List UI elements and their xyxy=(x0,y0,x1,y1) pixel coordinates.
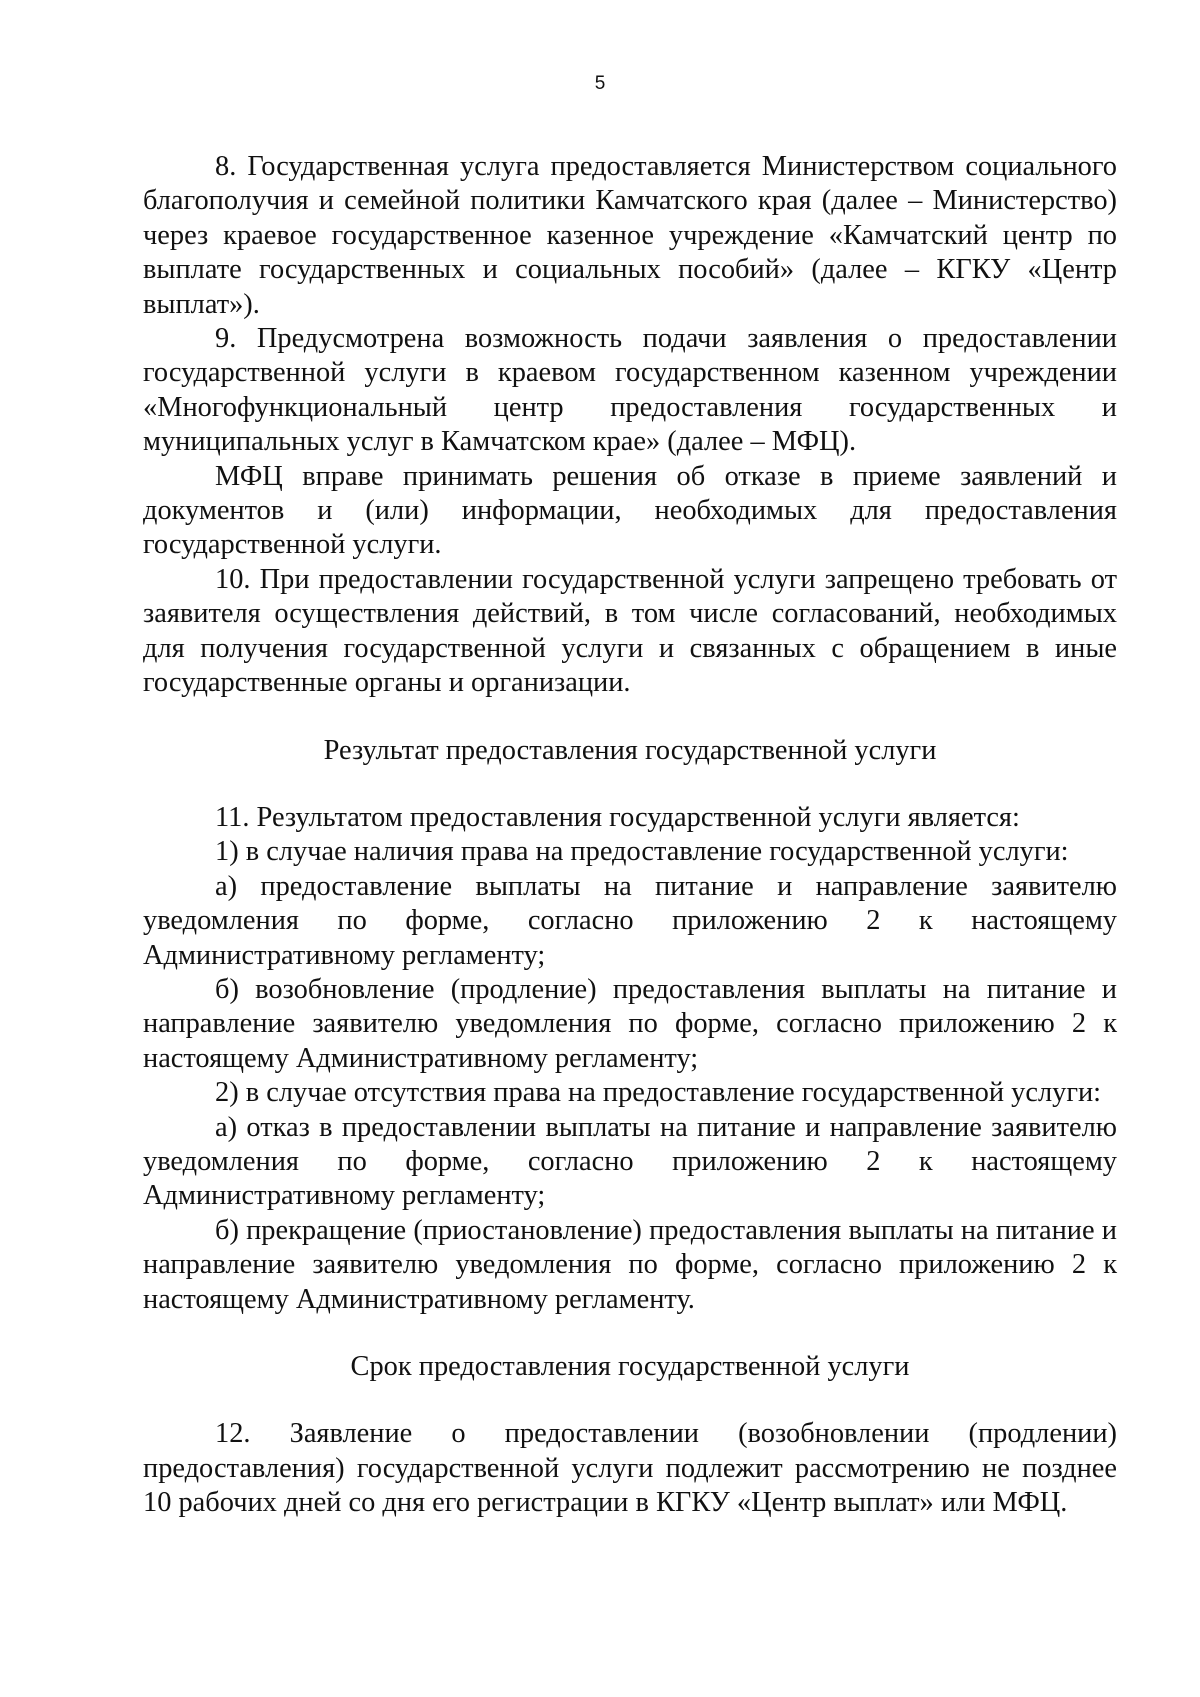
paragraph-11-1: 1) в случае наличия права на предоставление государственной услуги: xyxy=(215,836,1069,868)
document-body xyxy=(143,150,1117,1521)
paragraph-mfc-rights: МФЦ вправе принимать решения об отказе в приеме заявлений и документов и (или) информации, необходимых для предоставления государственной услуги. xyxy=(143,460,1117,561)
paragraph-11-2-b: б) прекращение (приостановление) предоставления выплаты на питание и направление заявителю уведомления по форме, согласно приложению 2 к настоящему Административному регламенту. xyxy=(143,1214,1117,1315)
paragraph-11-2-a: а) отказ в предоставлении выплаты на питание и направление заявителю уведомления по форме, согласно приложению 2 к настоящему Административному регламенту; xyxy=(143,1111,1117,1212)
paragraph-11: 11. Результатом предоставления государственной услуги является: xyxy=(215,801,1020,833)
paragraph-12: 12. Заявление о предоставлении (возобновлении (продлении) предоставления) государственной услуги подлежит рассмотрению не позднее 10 рабочих дней со дня его регистрации в КГКУ «Центр выплат» или МФЦ. xyxy=(143,1418,1117,1519)
paragraph-8: 8. Государственная услуга предоставляется Министерством социального благополучия и семейной политики Камчатского края (далее – Министерство) через краевое государственное казенное учреждение «Камчатский центр по выплате государственных и социальных пособий» (далее – КГКУ «Центр выплат»). xyxy=(143,151,1117,320)
section-heading-result: Результат предоставления государственной услуги xyxy=(323,734,937,766)
section-heading-term: Срок предоставления государственной услуги xyxy=(350,1351,910,1382)
paragraph-11-1-b: б) возобновление (продление) предоставления выплаты на питание и направление заявителю уведомления по форме, согласно приложению 2 к настоящему Административному регламенту; xyxy=(143,973,1117,1074)
paragraph-10: 10. При предоставлении государственной услуги запрещено требовать от заявителя осуществления действий, в том числе согласований, необходимых для получения государственной услуги и связанных с обращением в иные государственные органы и организации. xyxy=(143,563,1117,699)
page-number: 5 xyxy=(594,73,606,94)
paragraph-11-1-a: а) предоставление выплаты на питание и направление заявителю уведомления по форме, согласно приложению 2 к настоящему Административному регламенту; xyxy=(143,870,1117,971)
paragraph-9: 9. Предусмотрена возможность подачи заявления о предоставлении государственной услуги в краевом государственном казенном учреждении «Многофункциональный центр предоставления государственных и муниципальных услуг в Камчатском крае» (далее – МФЦ). xyxy=(143,323,1117,458)
paragraph-11-2: 2) в случае отсутствия права на предоставление государственной услуги: xyxy=(215,1077,1102,1109)
